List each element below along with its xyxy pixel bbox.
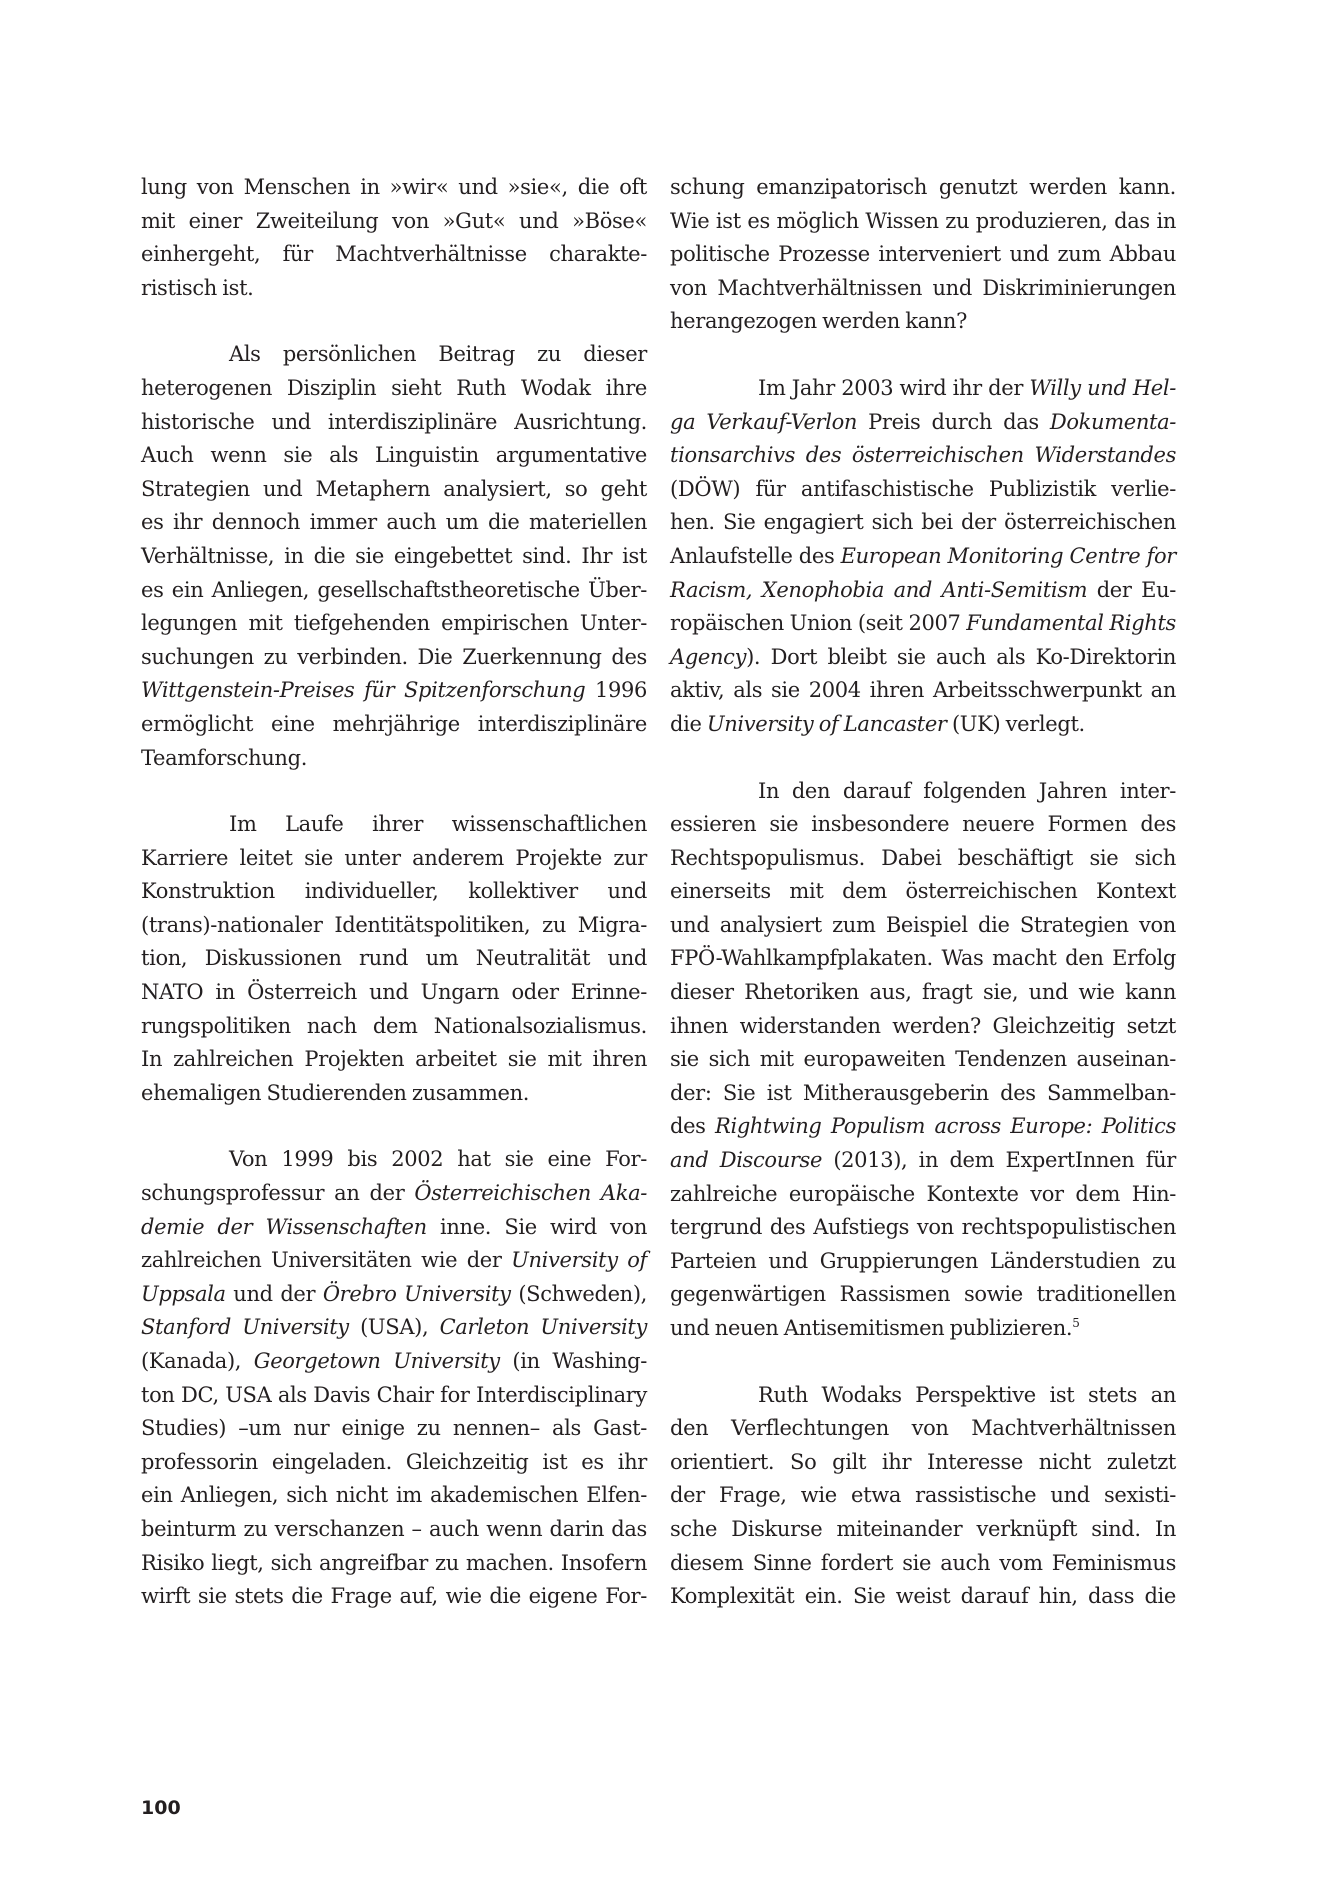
text-line: professorin eingeladen. Gleichzeitig ist es ihr [141,1449,647,1474]
text-line: aktiv, als sie 2004 ihren Arbeitsschwerpunkt an [670,678,1176,703]
text-line: Strategien und Metaphern analysiert, so geht [141,476,647,501]
text-line: hen. Sie engagiert sich bei der österreichischen [670,510,1176,535]
text-line: beinturm zu verschanzen – auch wenn darin das [141,1516,647,1541]
text-line: schungsprofessur an der Österreichischen Aka- [141,1181,647,1206]
text-line: tionsarchivs des österreichischen Widerstandes [670,443,1176,468]
text-line: In den darauf folgenden Jahren inter- [758,778,1176,803]
text-line: und neuen Antisemitismen publizieren.$^5$ [670,1316,1080,1340]
text-line: legungen mit tiefgehenden empirischen Unter- [141,611,647,636]
text-line: Komplexität ein. Sie weist darauf hin, dass die [670,1584,1176,1609]
text-line: ehemaligen Studierenden zusammen. [141,1080,530,1105]
text-line: von Machtverhältnissen und Diskriminierungen [670,275,1176,300]
paragraph [141,808,647,1110]
text-line: und analysiert zum Beispiel die Strategien von [670,912,1176,937]
paragraph [670,372,1176,742]
text-line: der Frage, wie etwa rassistische und sexisti- [670,1483,1176,1508]
page-number: 100 [141,1797,181,1819]
text-line: Studies) –um nur einige zu nennen– als Gast- [141,1416,647,1441]
text-line: FPÖ-Wahlkampfplakaten. Was macht den Erfolg [670,946,1176,971]
text-line: historische und interdisziplinäre Ausrichtung. [141,409,647,434]
text-line: ermöglicht eine mehrjährige interdisziplinäre [141,711,647,736]
paragraph [141,171,647,305]
text-line: heterogenen Disziplin sieht Ruth Wodak ihre [141,375,647,400]
text-line: schung emanzipatorisch genutzt werden kann. [670,175,1176,199]
text-line: Parteien und Gruppierungen Länderstudien zu [670,1248,1176,1273]
text-line: (DÖW) für antifaschistische Publizistik verlie- [670,476,1176,501]
text-line: ga Verkauf-Verlon Preis durch das Dokumenta- [670,409,1177,434]
text-line: die University of Lancaster (UK) verlegt. [670,711,1085,736]
text-line: Wie ist es möglich Wissen zu produzieren, das in [670,208,1176,233]
text-line: mit einer Zweiteilung von »Gut« und »Böse« [141,208,647,233]
text-line: es ihr dennoch immer auch um die materiellen [141,510,647,535]
text-line: Agency). Dort bleibt sie auch als Ko-Direktorin [670,644,1176,669]
text-line: sche Diskurse miteinander verknüpft sind. In [670,1516,1176,1541]
text-line: ropäischen Union (seit 2007 Fundamental Rights [670,611,1176,636]
text-line: Racism, Xenophobia and Anti-Semitism der Eu- [670,577,1176,602]
text-line: gegenwärtigen Rassismen sowie traditionellen [670,1282,1176,1307]
paragraph [670,171,1176,339]
text-line: des Rightwing Populism across Europe: Politics [670,1114,1176,1139]
paragraph [670,1379,1176,1614]
text-line: In zahlreichen Projekten arbeitet sie mit ihren [141,1047,647,1072]
text-line: den Verflechtungen von Machtverhältnissen [670,1416,1176,1441]
text-line: Risiko liegt, sich angreifbar zu machen. Insofern [141,1550,647,1575]
text-line: demie der Wissenschaften inne. Sie wird von [141,1214,647,1239]
text-line: einerseits mit dem österreichischen Kontext [670,879,1176,904]
text-line: tergrund des Aufstiegs von rechtspopulistischen [670,1215,1176,1240]
text-line: orientiert. So gilt ihr Interesse nicht zuletzt [670,1449,1176,1474]
text-line: (trans)-nationaler Identitätspolitiken, zu Migra- [141,912,647,937]
text-line: Uppsala und der Örebro University (Schweden), [141,1281,647,1306]
text-line: Anlaufstelle des European Monitoring Centre for [670,543,1176,568]
text-line: and Discourse (2013), in dem ExpertInnen für [670,1148,1176,1173]
left-column [141,171,647,1647]
text-line: zahlreiche europäische Kontexte vor dem Hin- [670,1181,1176,1206]
text-line: diesem Sinne fordert sie auch vom Feminismus [670,1550,1176,1575]
text-line: der: Sie ist Mitherausgeberin des Sammelban- [670,1080,1176,1105]
text-line: Teamforschung. [141,745,308,770]
text-line: Stanford University (USA), Carleton University [141,1315,647,1340]
text-line: Rechtspopulismus. Dabei beschäftigt sie sich [670,845,1176,870]
text-line: dieser Rhetoriken aus, fragt sie, und wie kann [670,980,1176,1005]
text-line: Verhältnisse, in die sie eingebettet sind. Ihr ist [141,543,647,568]
paragraph [141,1143,647,1613]
text-line: Ruth Wodaks Perspektive ist stets an [758,1382,1176,1407]
text-line: Von 1999 bis 2002 hat sie eine For- [229,1147,647,1172]
text-line: suchungen zu verbinden. Die Zuerkennung des [141,644,647,669]
text-line: Im Jahr 2003 wird ihr der Willy und Hel- [758,375,1177,400]
text-line: (Kanada), Georgetown University (in Washing- [141,1349,647,1373]
paragraph [141,338,647,775]
text-line: ihnen widerstanden werden? Gleichzeitig setzt [670,1013,1176,1038]
text-line: Karriere leitet sie unter anderem Projekte zur [141,845,647,870]
text-line: ton DC, USA als Davis Chair for Interdisciplinary [141,1382,647,1407]
text-line: Auch wenn sie als Linguistin argumentative [141,443,647,468]
text-line: Im Laufe ihrer wissenschaftlichen [229,812,647,837]
text-line: wirft sie stets die Frage auf, wie die eigene For- [141,1584,647,1609]
text-line: einhergeht, für Machtverhältnisse charakte- [141,242,647,267]
text-line: NATO in Österreich und Ungarn oder Erinne- [141,980,647,1005]
text-line: Konstruktion individueller, kollektiver und [141,879,647,904]
text-line: lung von Menschen in »wir« und »sie«, die oft [141,175,647,199]
text-line: zahlreichen Universitäten wie der University of [141,1248,647,1273]
paragraph [670,775,1176,1346]
text-line: herangezogen werden kann? [670,309,968,334]
text-line: Wittgenstein-Preises für Spitzenforschung 1996 [141,678,647,703]
text-line: rungspolitiken nach dem Nationalsozialismus. [141,1013,647,1038]
text-line: tion, Diskussionen rund um Neutralität und [141,946,647,971]
right-column [670,171,1176,1647]
text-line: es ein Anliegen, gesellschaftstheoretische Über- [141,577,647,602]
text-line: Als persönlichen Beitrag zu dieser [229,342,647,367]
text-line: ein Anliegen, sich nicht im akademischen Elfen- [141,1483,647,1508]
text-line: essieren sie insbesondere neuere Formen des [670,812,1176,837]
text-line: sie sich mit europaweiten Tendenzen auseinan- [670,1047,1176,1072]
text-line: ristisch ist. [141,275,254,300]
text-line: politische Prozesse interveniert und zum Abbau [670,242,1176,267]
